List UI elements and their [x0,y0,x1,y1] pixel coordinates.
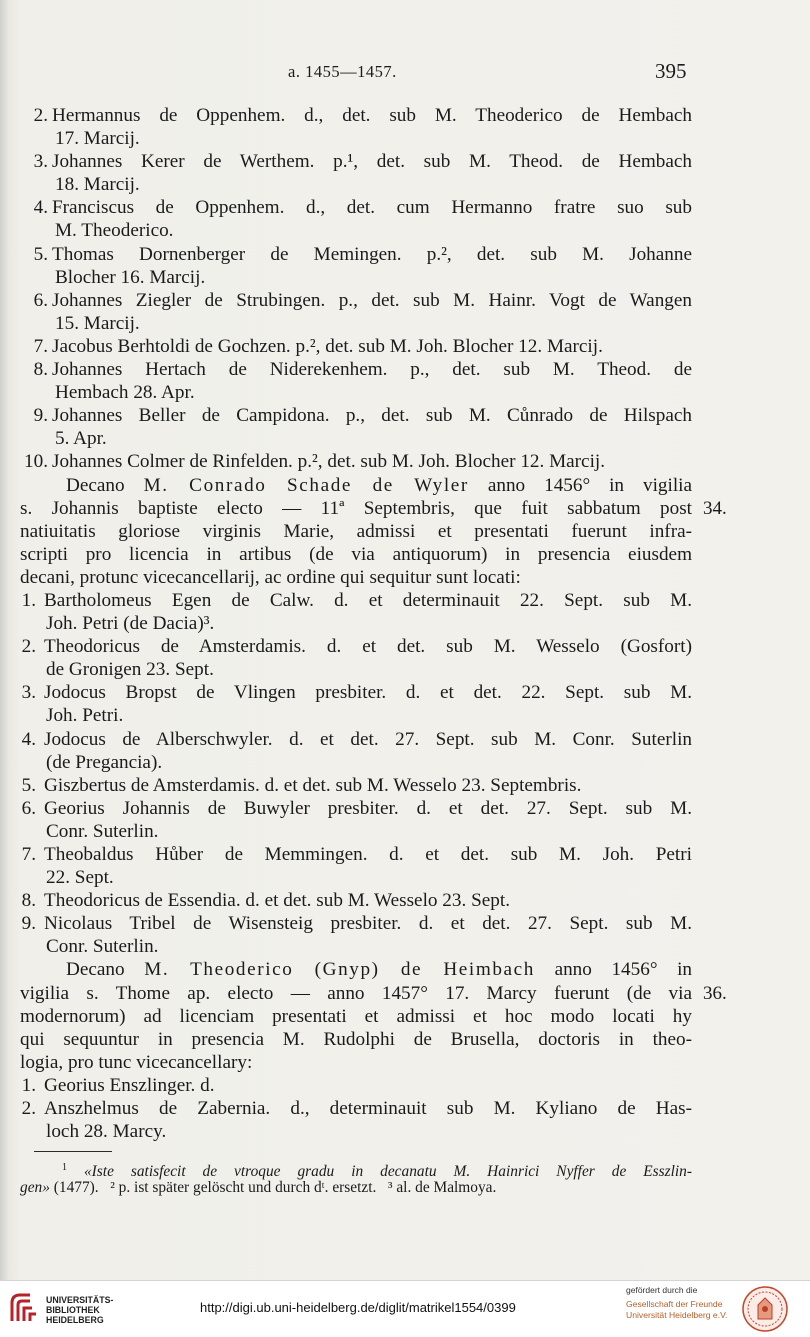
line-text: Jodocus de Alberschwyler. d. et det. 27. Sept. sub M. Conr. Suterlin [44,728,692,750]
entry-number: 2. [21,636,36,658]
entry-number: 5. [21,774,36,796]
text-line [0,358,810,381]
text-line [0,104,810,127]
viewer-footer [0,1280,810,1337]
text-line [0,1074,810,1097]
line-text: M. Theoderico. [55,220,174,242]
line-text: Johannes Ziegler de Strubingen. p., det. sub M. Hainr. Vogt de Wangen [52,289,692,311]
line-text: 5. Apr. [55,428,107,450]
entry-number: 1. [21,589,36,611]
text-line [0,774,810,797]
text-line [0,797,810,820]
line-text [66,474,692,497]
entry-number: 2. [33,105,48,126]
line-text: Theodoricus de Amsterdamis. d. et det. sub M. Wesselo (Gosfort) [44,636,692,658]
funder-name-line: Universität Heidelberg e.V. [626,1309,728,1320]
entry-number: 8. [33,359,48,381]
line-text: natiuitatis gloriose virginis Marie, admissi et presentati fuerunt infra- [20,520,692,542]
text-line [0,497,810,520]
footnote-line [0,1178,810,1198]
line-text: Johannes Hertach de Niderekenhem. p., det. sub M. Theod. de [52,359,692,381]
text-line [0,1005,810,1028]
text-line [0,474,810,497]
line-text: Giszbertus de Amsterdamis. d. et det. sub M. Wesselo 23. Septembris. [44,774,582,796]
text-line [0,1051,810,1074]
line-text: de Gronigen 23. Sept. [46,659,214,681]
entry-number: 4. [33,197,48,219]
line-text: 18. Marcij. [55,174,140,196]
line-text: Jodocus Bropst de Vlingen presbiter. d. et det. 22. Sept. sub M. [44,682,692,704]
entry-number: 10. [24,451,48,473]
line-text: Johannes Beller de Campidona. p., det. sub M. Cůnrado de Hilspach [52,405,692,427]
line-text [66,958,692,981]
text-line [0,450,810,473]
line-text: Georius Johannis de Buwyler presbiter. d. et det. 27. Sept. sub M. [44,797,692,819]
line-text: Jacobus Berhtoldi de Gochzen. p.², det. sub M. Joh. Blocher 12. Marcij. [52,335,603,357]
line-text: Nicolaus Tribel de Wisensteig presbiter. d. et det. 27. Sept. sub M. [44,913,692,935]
line-text: Conr. Suterlin. [46,936,159,958]
text-line [0,866,810,889]
text-line [0,751,810,774]
text-line [0,612,810,635]
text-line [0,958,810,981]
entry-number: 5. [33,243,48,265]
footnote-italic-text: gen» [20,1179,50,1196]
line-text: 17. Marcij. [55,128,140,150]
funding-label: gefördert durch die [626,1285,698,1295]
line-text: Blocher 16. Marcij. [55,266,206,288]
entry-number: 3. [21,682,36,704]
line-text: Hermannus de Oppenhem. d., det. sub M. Theoderico de Hembach [52,105,692,126]
text-line [0,681,810,704]
text-line [0,312,810,335]
text-line [0,1028,810,1051]
text-line [0,728,810,751]
entry-number: 4. [21,728,36,750]
line-text: loch 28. Marcy. [46,1121,167,1143]
line-text: decani, protunc vicecancellarij, ac ordine qui sequitur sunt locati: [20,566,521,588]
text-line [0,173,810,196]
text-line [0,566,810,589]
text-line [0,266,810,289]
line-text-suffix: anno 1456° in [534,959,693,981]
line-text: qui sequuntur in presencia M. Rudolphi de Brusella, doctoris in theo- [20,1028,692,1050]
line-text: 15. Marcij. [55,312,140,334]
text-line [0,1120,810,1143]
entry-number: 9. [21,913,36,935]
text-line [0,335,810,358]
dean-name: M. Theoderico (Gnyp) de Heimbach [144,959,535,981]
line-text: Theodoricus de Essendia. d. et det. sub M. Wesselo 23. Sept. [44,890,510,912]
entry-number: 6. [33,289,48,311]
library-name [46,1295,113,1325]
margin-number: 36. [703,982,727,1004]
footnote-rule [34,1151,112,1152]
text-line [0,635,810,658]
line-text: Johannes Kerer de Werthem. p.¹, det. sub M. Theod. de Hembach [52,151,692,173]
entry-number: 2. [21,1098,36,1120]
dean-name: M. Conrado Schade de Wyler [143,474,469,496]
footnotes [0,1158,810,1198]
line-text-prefix: Decano [66,959,145,981]
text-line [0,982,810,1005]
line-text: vigilia s. Thome ap. electo — anno 1457° 17. Marcy fuerunt (de via [20,982,692,1004]
text-line [0,704,810,727]
text-line [0,127,810,150]
line-text: Johannes Colmer de Rinfelden. p.², det. sub M. Joh. Blocher 12. Marcij. [52,451,606,473]
page-number: 395 [655,59,687,83]
text-line [0,404,810,427]
text-line [0,1097,810,1120]
text-line [0,912,810,935]
line-text: modernorum) ad licenciam presentati et admissi et hoc modo locati hy [20,1005,692,1027]
text-line [0,219,810,242]
line-text: Theobaldus Hůber de Memmingen. d. et det. sub M. Joh. Petri [44,844,692,865]
line-text: logia, pro tunc vicecancellary: [20,1051,253,1073]
entry-number: 7. [33,335,48,357]
line-text: Georius Enszlinger. d. [44,1074,215,1096]
line-text: Anszhelmus de Zabernia. d., determinauit sub M. Kyliano de Has- [44,1098,692,1120]
university-library-logo-icon [8,1291,42,1325]
line-text-suffix: anno 1456° in vigilia [468,474,693,496]
entry-number: 9. [33,405,48,427]
line-text: Franciscus de Oppenhem. d., det. cum Hermanno fratre suo sub [52,197,692,219]
text-line [0,658,810,681]
library-name-line: BIBLIOTHEK [46,1305,100,1315]
line-text: Conr. Suterlin. [46,820,159,842]
library-name-line: HEIDELBERG [46,1315,104,1325]
line-text: Joh. Petri. [46,705,124,727]
footnote-text [20,1178,692,1198]
footnote-mark: 1 [62,1162,67,1173]
text-line [0,589,810,612]
margin-number: 34. [703,497,727,519]
footnote-line [0,1158,810,1181]
line-text: (de Pregancia). [46,751,163,773]
line-text: 22. Sept. [46,867,114,889]
line-text: Bartholomeus Egen de Calw. d. et determinauit 22. Sept. sub M. [44,589,692,611]
line-text: Joh. Petri (de Dacia)³. [46,613,215,635]
text-line [0,520,810,543]
line-text: s. Johannis baptiste electo — 11ª Septembris, que fuit sabbatum post [20,497,692,519]
entry-number: 7. [21,844,36,865]
text-line [0,843,810,866]
text-line [0,427,810,450]
text-line [0,243,810,266]
university-seal-icon [741,1285,789,1333]
line-text: Thomas Dornenberger de Memingen. p.², det. sub M. Johanne [52,243,692,265]
entry-number: 3. [33,151,48,173]
text-line [0,935,810,958]
line-text: scripti pro licencia in artibus (de via antiquorum) in presencia eiusdem [20,543,692,565]
permalink-url[interactable]: http://digi.ub.uni-heidelberg.de/diglit/matrikel1554/0399 [200,1300,516,1315]
text-line [0,381,810,404]
funder-name [626,1299,727,1320]
entry-number: 1. [21,1074,36,1096]
text-line [0,289,810,312]
running-head: a. 1455—1457. [288,62,397,81]
footnote-italic-text: «Iste satisfecit de vtroque gradu in decanatu M. Hainrici Nyffer de Esszlin- [83,1163,692,1181]
text-line [0,543,810,566]
line-text-prefix: Decano [66,474,144,496]
entry-number: 6. [21,797,36,819]
line-text: Hembach 28. Apr. [55,382,195,404]
body-text [0,104,810,1143]
text-line [0,150,810,173]
page-header [0,59,810,86]
text-line [0,820,810,843]
text-line [0,889,810,912]
text-line [0,196,810,219]
footnote-plain-text: (1477). ² p. ist später gelöscht und durch dᵗ. ersetzt. ³ al. de Malmoya. [49,1179,497,1196]
entry-number: 8. [21,890,36,912]
library-name-line: UNIVERSITÄTS- [46,1295,114,1305]
funder-name-line: Gesellschaft der Freunde [626,1299,723,1309]
